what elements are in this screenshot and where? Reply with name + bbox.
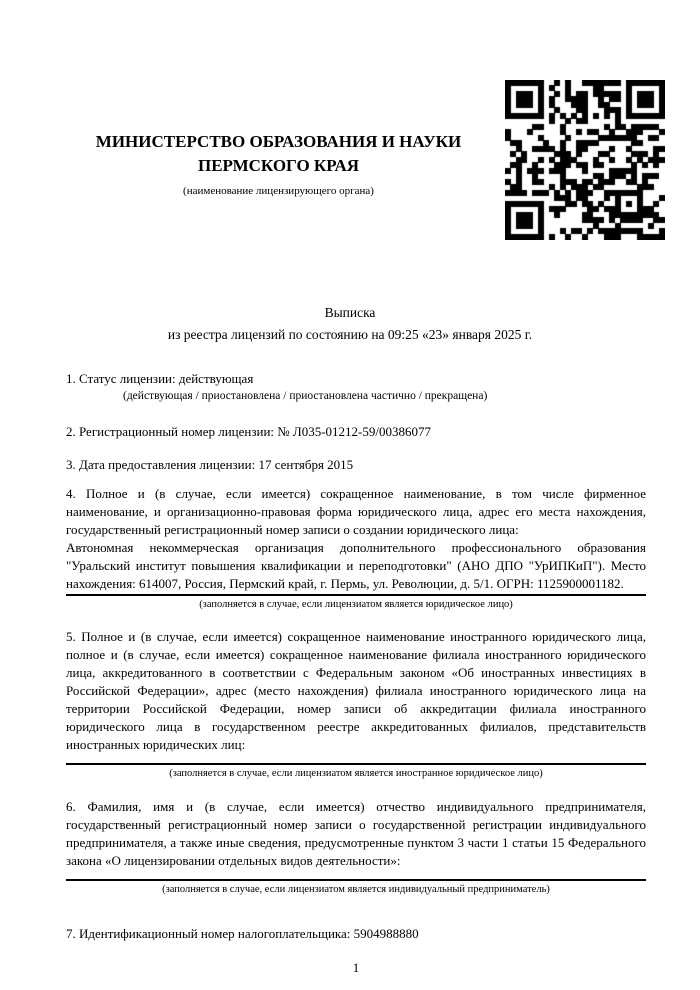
qr-code	[505, 80, 665, 240]
foreign-entity-paragraph: 5. Полное и (в случае, если имеется) сокращенное наименование иностранного юридического лица, полное и (в случае, если имеется) сокращенное наименование филиала иностранного юридического лица, аккредитованного в соответствии с Федеральным законом «Об иностранных инвестициях в Российской Федерации», адрес (место нахождения) филиала иностранного юридического лица на территории Российской Федерации, номер записи об аккредитации филиала иностранного юридического лица в государственном реестре аккредитованных филиалов, представительств иностранных юридических лиц:	[66, 629, 646, 752]
item-registration-number	[66, 423, 646, 441]
license-status-line: 1. Статус лицензии: действующая	[66, 371, 254, 386]
extract-subtitle: из реестра лицензий по состоянию на 09:25 «23» января 2025 г.	[167, 326, 533, 342]
document-header	[0, 0, 700, 240]
legal-entity-divider	[66, 594, 646, 596]
item-taxpayer-number	[66, 925, 646, 943]
legal-entity-value: Автономная некоммерческая организация дополнительного профессионального образования "Уральский институт повышения квалификации и переподготовки" (АНО ДПО "УрИПКиП"). Место нахождения: 614007, Россия, Пермский край, г. Пермь, ул. Революции, д. 5/1. ОГРН: 1125900001182.	[66, 540, 646, 591]
registration-number-line: 2. Регистрационный номер лицензии: № Л035-01212-59/00386077	[66, 424, 432, 439]
foreign-entity-note: (заполняется в случае, если лицензиатом является иностранное юридическое лицо)	[169, 768, 543, 779]
item-entrepreneur	[66, 798, 646, 896]
taxpayer-number-line: 7. Идентификационный номер налогоплательщика: 5904988880	[66, 926, 419, 941]
legal-entity-note: (заполняется в случае, если лицензиатом является юридическое лицо)	[199, 599, 513, 610]
licensing-authority-block	[66, 80, 491, 197]
document-body	[0, 370, 700, 977]
item-license-status	[66, 370, 646, 403]
license-date-line: 3. Дата предоставления лицензии: 17 сентября 2015	[66, 457, 354, 472]
extract-title-block	[0, 302, 700, 345]
ministry-caption: (наименование лицензирующего органа)	[183, 185, 374, 197]
extract-title: Выписка	[324, 305, 376, 320]
entrepreneur-paragraph: 6. Фамилия, имя и (в случае, если имеется) отчество индивидуального предпринимателя, государственный регистрационный номер записи о государственной регистрации индивидуального предпринимателя, а также иные сведения, предусмотренные пунктом 3 части 1 статьи 15 Федерального закона «О лицензировании отдельных видов деятельности»:	[66, 799, 646, 868]
entrepreneur-divider	[66, 879, 646, 881]
item-license-date	[66, 456, 646, 474]
page-number: 1	[352, 960, 360, 975]
legal-entity-paragraph: 4. Полное и (в случае, если имеется) сокращенное наименование, в том числе фирменное наименование, и организационно-правовая форма юридического лица, адрес его места нахождения, государственный регистрационный номер записи о создании юридического лица:	[66, 486, 646, 537]
ministry-name-line1: МИНИСТЕРСТВО ОБРАЗОВАНИЯ И НАУКИ	[95, 132, 462, 151]
license-status-options-note: (действующая / приостановлена / приостановлена частично / прекращена)	[123, 390, 488, 402]
item-foreign-entity	[66, 628, 646, 780]
foreign-entity-divider	[66, 763, 646, 765]
ministry-name-line2: ПЕРМСКОГО КРАЯ	[197, 156, 360, 175]
item-legal-entity	[66, 485, 646, 611]
entrepreneur-note: (заполняется в случае, если лицензиатом является индивидуальный предприниматель)	[162, 884, 550, 895]
